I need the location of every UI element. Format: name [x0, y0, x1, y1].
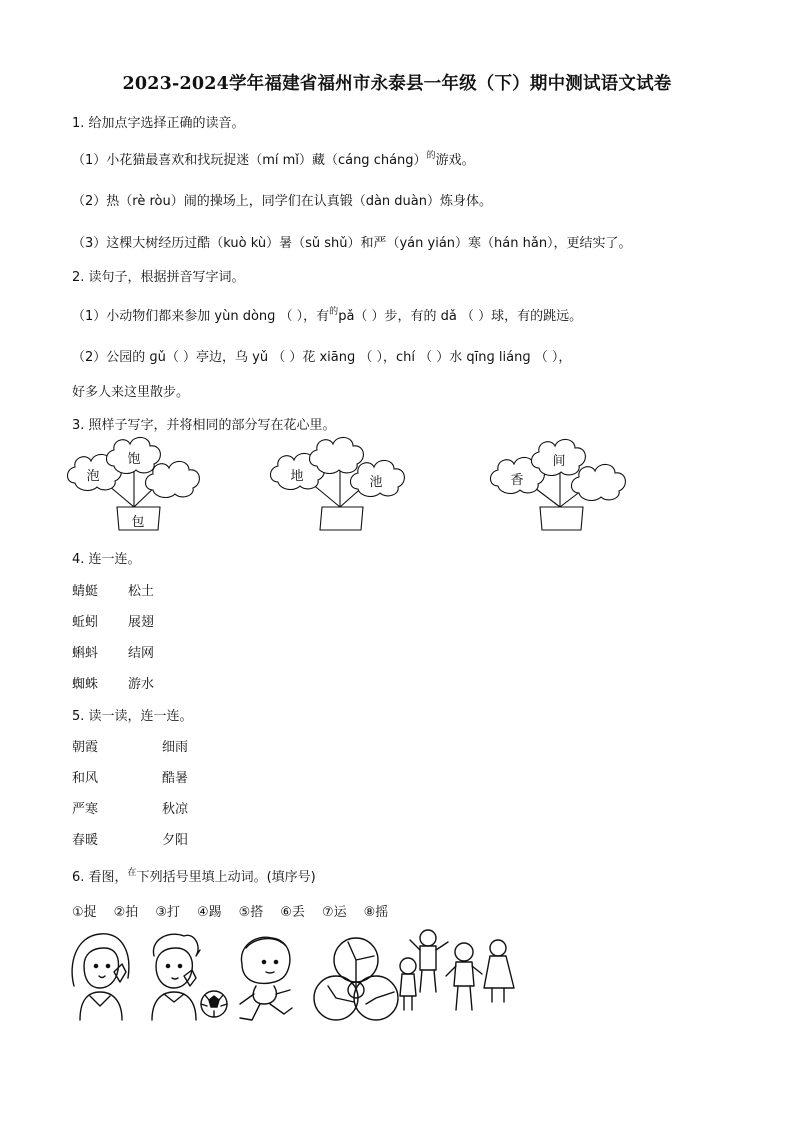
q4-left-item: 蝌蚪 — [72, 646, 99, 661]
q6-stem — [72, 866, 316, 885]
q5-left-item: 朝霞 — [72, 740, 99, 755]
q5-left-item: 严寒 — [72, 802, 99, 817]
q6-option: ④踢 — [196, 905, 222, 920]
flower-3-top-char: 间 — [552, 454, 566, 469]
running-boy-illustration — [240, 937, 292, 1020]
q4-left-item: 蜻蜓 — [72, 584, 99, 599]
q6-illustrations — [66, 926, 536, 1026]
q1-item-1-tail: 游戏。 — [435, 153, 475, 168]
girl-phone-illustration — [72, 934, 129, 1020]
page-title: 2023-2024学年福建省福州市永泰县一年级（下）期中测试语文试卷 — [122, 74, 672, 94]
flower-1 — [68, 437, 200, 530]
q5-right-item: 秋凉 — [162, 802, 189, 817]
flower-2-left-char: 地 — [290, 469, 304, 484]
q5-left-item: 和风 — [72, 771, 99, 786]
q3-stem: 3. 照样子写字，并将相同的部分写在花心里。 — [72, 418, 336, 433]
q4-right-item: 游水 — [128, 677, 155, 692]
q1-item-1 — [72, 149, 475, 168]
q1-stem: 1. 给加点字选择正确的读音。 — [72, 116, 245, 131]
q6-option: ⑤搭 — [238, 905, 264, 920]
flower-1-top-char: 饱 — [127, 452, 141, 467]
q2-item-1 — [72, 305, 582, 324]
flower-3-pot — [540, 507, 583, 530]
q4-right-item: 结网 — [128, 646, 155, 661]
flower-1-left-char: 泡 — [86, 469, 100, 484]
q2-item-2: （2）公园的 ɡǔ（ ）亭边，乌 yǔ （ ）花 xiānɡ （ ），chí （ ）水 qīnɡ liánɡ （ ）， — [72, 350, 572, 365]
q1-item-1-text: （1）小花猫最喜欢和找玩捉迷（mí mǐ）藏（cáng cháng） — [72, 153, 427, 168]
flower-1-pot-char: 包 — [131, 515, 145, 530]
q4-right-item: 松土 — [128, 584, 155, 599]
q1-item-1-small-char: 的 — [426, 151, 436, 161]
q6-option: ⑥丢 — [280, 905, 305, 920]
q3-flowers-figure — [0, 430, 794, 540]
q6-stem-b: 下列括号里填上动词。(填序号) — [136, 870, 316, 885]
q1-item-2: （2）热（rè ròu）闹的操场上，同学们在认真锻（dàn duàn）炼身体。 — [72, 194, 492, 209]
overlapping-circles-illustration — [314, 938, 398, 1020]
q6-option: ⑦运 — [321, 905, 347, 920]
q5-right-item: 酷暑 — [162, 771, 189, 786]
q6-option: ⑧摇 — [363, 905, 389, 920]
q6-option: ①捉 — [72, 905, 97, 920]
flower-2 — [271, 437, 405, 530]
q5-stem: 5. 读一读，连一连。 — [72, 709, 193, 724]
q4-stem: 4. 连一连。 — [72, 552, 141, 567]
soccer-ball-illustration — [201, 991, 227, 1017]
flower-3 — [491, 439, 626, 530]
q6-stem-a: 6. 看图， — [72, 870, 128, 885]
q5-left-item: 春暖 — [72, 833, 99, 848]
flower-2-right-char: 池 — [369, 475, 383, 490]
q2-stem: 2. 读句子，根据拼音写字词。 — [72, 270, 245, 285]
q2-item-2-continued: 好多人来这里散步。 — [72, 385, 190, 400]
kids-group-illustration — [400, 930, 514, 1010]
flower-2-top-petal — [310, 437, 364, 473]
q6-stem-small-char: 在 — [127, 868, 137, 878]
q5-right-item: 夕阳 — [162, 833, 189, 848]
q6-option: ③打 — [155, 905, 180, 920]
q2-item-1-a: （1）小动物们都来参加 yùn dònɡ （ ），有 — [72, 309, 330, 324]
q1-item-3: （3）这棵大树经历过酷（kuò kù）暑（sǔ shǔ）和严（yán yián）寒（hán hǎn），更结实了。 — [72, 236, 632, 251]
q2-item-1-small-char: 的 — [329, 307, 339, 317]
q2-item-1-b: pǎ（ ）步，有的 dǎ （ ）球，有的跳远。 — [338, 309, 583, 324]
q4-left-item: 蜘蛛 — [72, 677, 99, 692]
q5-right-item: 细雨 — [162, 740, 189, 755]
q6-option: ②拍 — [113, 905, 139, 920]
flower-3-right-petal — [572, 464, 626, 500]
q4-right-item: 展翅 — [128, 615, 155, 630]
q6-options — [72, 901, 405, 920]
flower-2-pot — [320, 507, 363, 530]
boy-phone-illustration — [152, 934, 200, 1020]
flower-3-left-char: 香 — [510, 473, 524, 488]
q4-left-item: 蚯蚓 — [72, 615, 99, 630]
